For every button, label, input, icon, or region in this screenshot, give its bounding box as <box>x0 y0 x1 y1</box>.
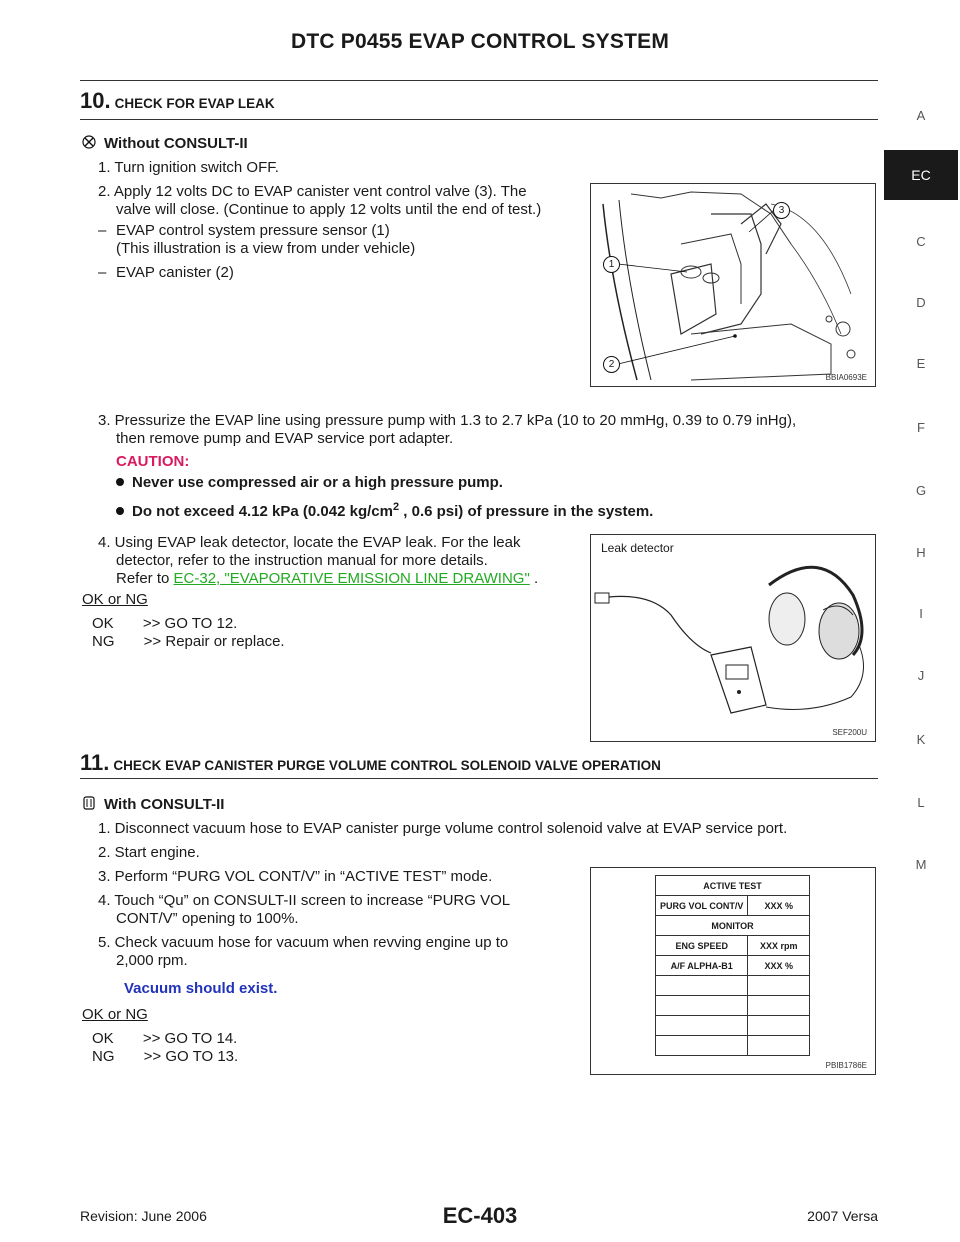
step-10-item-3a: 3. Pressurize the EVAP line using pressure pump with 1.3 to 2.7 kPa (10 to 20 mmHg, 0.39 to 0.79 inHg), <box>98 412 797 429</box>
sidebar-letter-k[interactable]: K <box>916 732 926 747</box>
bullet-icon <box>116 507 124 515</box>
step-10-number: 10. <box>80 88 111 113</box>
purg-vol-label: PURG VOL CONT/V <box>656 896 748 916</box>
figure-code: PBIB1786E <box>825 1061 867 1070</box>
monitor-heading: MONITOR <box>656 916 810 936</box>
consult-icon <box>82 796 104 813</box>
step-10-item-1: 1. Turn ignition switch OFF. <box>98 159 279 176</box>
step-11-item-4a: 4. Touch “Qu” on CONSULT-II screen to increase “PURG VOL <box>98 892 511 909</box>
step-10-item-2b: valve will close. (Continue to apply 12 volts until the end of test.) <box>116 201 542 218</box>
step-11-number: 11. <box>80 750 110 775</box>
figure-leak-detector <box>590 534 876 742</box>
step-11-ok: OK >> GO TO 14. <box>92 1030 238 1047</box>
vacuum-expectation: Vacuum should exist. <box>124 980 278 997</box>
empty-cell <box>656 996 748 1016</box>
empty-cell <box>748 996 810 1016</box>
dash-2: – <box>98 264 107 281</box>
step-11-item-4b: CONT/V” opening to 100%. <box>116 910 299 927</box>
footer-revision: Revision: June 2006 <box>80 1208 207 1224</box>
sidebar-letter-g[interactable]: G <box>915 483 927 498</box>
page-number: EC-403 <box>442 1203 518 1228</box>
step-11-item-2: 2. Start engine. <box>98 844 200 861</box>
dash-1: – <box>98 222 107 239</box>
step-10-item-3b: then remove pump and EVAP service port adapter. <box>116 430 454 447</box>
figure-evap-components <box>590 183 876 387</box>
step-10-ok-ng-label: OK or NG <box>82 591 148 608</box>
evaporative-line-drawing-link[interactable]: EC-32, "EVAPORATIVE EMISSION LINE DRAWING" <box>173 570 530 587</box>
step-11-item-1: 1. Disconnect vacuum hose to EVAP canister purge volume control solenoid valve at EVAP service port. <box>98 820 788 837</box>
step-10-item-4a: 4. Using EVAP leak detector, locate the EVAP leak. For the leak <box>98 534 521 551</box>
evap-components-drawing <box>591 184 875 386</box>
callout-3: 3 <box>773 202 790 219</box>
step-10-title: CHECK FOR EVAP LEAK <box>114 96 275 111</box>
caution-item-1: Never use compressed air or a high pressure pump. <box>116 474 503 492</box>
sidebar-tab-ec[interactable]: EC <box>884 150 958 200</box>
empty-cell <box>656 1016 748 1036</box>
header-rule <box>80 80 878 81</box>
callout-2: 2 <box>603 356 620 373</box>
empty-cell <box>656 1036 748 1056</box>
sidebar-letter-l[interactable]: L <box>917 795 925 810</box>
figure-active-test-screen <box>590 867 876 1075</box>
callout-1: 1 <box>603 256 620 273</box>
af-alpha-value: XXX % <box>748 956 810 976</box>
step-10-item-4b: detector, refer to the instruction manual for more details. <box>116 552 488 569</box>
figure-code: SEF200U <box>832 728 867 737</box>
sidebar-letter-j[interactable]: J <box>917 668 925 683</box>
step-11-heading <box>80 750 661 776</box>
step-10-ok: OK >> GO TO 12. <box>92 615 238 632</box>
footer-model: 2007 Versa <box>807 1208 878 1224</box>
empty-cell <box>748 976 810 996</box>
caution-item-2: Do not exceed 4.12 kPa (0.042 $kg/cm^2$ , 0.6 psi) of pressure in the system. <box>116 498 653 521</box>
step-11-item-5a: 5. Check vacuum hose for vacuum when revving engine up to <box>98 934 509 951</box>
active-test-table <box>655 875 810 1056</box>
no-consult-icon <box>82 135 104 152</box>
bullet-icon <box>116 478 124 486</box>
step-11-title: CHECK EVAP CANISTER PURGE VOLUME CONTROL SOLENOID VALVE OPERATION <box>113 758 661 773</box>
with-consult-label: With CONSULT-II <box>82 796 224 814</box>
sidebar-letter-c[interactable]: C <box>916 234 926 249</box>
step-10-ng: NG >> Repair or replace. <box>92 633 285 650</box>
step-10-item-4-refer: Refer to EC-32, "EVAPORATIVE EMISSION LINE DRAWING" . <box>116 570 539 587</box>
step-11-rule <box>80 778 878 779</box>
eng-speed-value: XXX rpm <box>748 936 810 956</box>
sidebar-letter-e[interactable]: E <box>916 356 926 371</box>
step-10-sub-1a: EVAP control system pressure sensor (1) <box>116 222 390 239</box>
empty-cell <box>656 976 748 996</box>
sidebar-letter-a[interactable]: A <box>916 108 926 123</box>
sidebar-letter-h[interactable]: H <box>916 545 926 560</box>
step-11-ok-ng-label: OK or NG <box>82 1006 148 1023</box>
purg-vol-value: XXX % <box>748 896 810 916</box>
step-10-heading <box>80 88 275 114</box>
empty-cell <box>748 1036 810 1056</box>
leak-detector-drawing <box>591 535 875 741</box>
af-alpha-label: A/F ALPHA-B1 <box>656 956 748 976</box>
step-10-sub-2: EVAP canister (2) <box>116 264 234 281</box>
step-10-rule <box>80 119 878 120</box>
sidebar-letter-f[interactable]: F <box>917 420 925 435</box>
step-10-sub-1b: (This illustration is a view from under vehicle) <box>116 240 416 257</box>
step-11-item-3: 3. Perform “PURG VOL CONT/V” in “ACTIVE TEST” mode. <box>98 868 493 885</box>
eng-speed-label: ENG SPEED <box>656 936 748 956</box>
step-11-ng: NG >> GO TO 13. <box>92 1048 239 1065</box>
figure-code: BBIA0693E <box>825 373 867 382</box>
sidebar-letter-m[interactable]: M <box>915 857 927 872</box>
empty-cell <box>748 1016 810 1036</box>
step-10-item-2a: 2. Apply 12 volts DC to EVAP canister vent control valve (3). The <box>98 183 527 200</box>
page-title: DTC P0455 EVAP CONTROL SYSTEM <box>290 30 670 53</box>
sidebar-letter-i[interactable]: I <box>919 606 923 621</box>
without-consult-label: Without CONSULT-II <box>82 135 248 153</box>
step-11-item-5b: 2,000 rpm. <box>116 952 188 969</box>
active-test-title: ACTIVE TEST <box>656 876 810 896</box>
caution-label: CAUTION: <box>116 453 190 470</box>
sidebar-letter-d[interactable]: D <box>916 295 926 310</box>
leak-detector-label: Leak detector <box>601 541 674 555</box>
